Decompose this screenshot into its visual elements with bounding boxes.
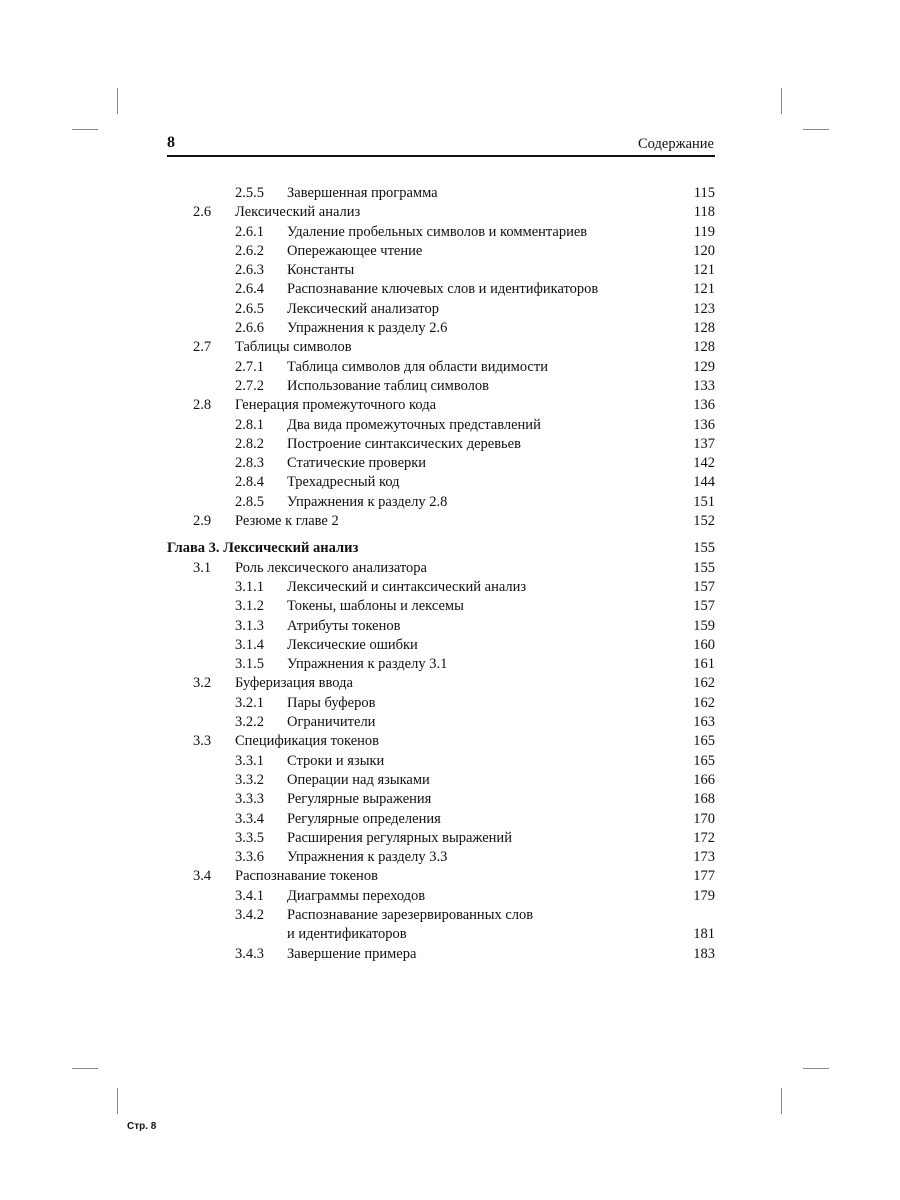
toc-title: Лексический и синтаксический анализ: [287, 578, 527, 595]
toc-title: Лексический анализатор: [287, 300, 439, 317]
toc-entry: [167, 184, 715, 203]
toc-number: 3.1.2: [235, 598, 264, 615]
toc-number: 2.6.1: [235, 223, 264, 240]
toc-entry: [167, 655, 715, 674]
toc-number: 2.7.1: [235, 358, 264, 375]
toc-entry: [167, 473, 715, 492]
toc-page: 165: [693, 752, 715, 769]
toc-entry: [167, 338, 715, 357]
toc-number: 2.6.3: [235, 262, 264, 279]
toc-title: Расширения регулярных выражений: [287, 829, 512, 846]
toc-number: 2.8.1: [235, 416, 264, 433]
toc-entry: [167, 242, 715, 261]
crop-mark: [781, 1088, 782, 1114]
crop-mark: [117, 1088, 118, 1114]
toc-entry: [167, 578, 715, 597]
toc-entry: [167, 512, 715, 531]
toc-title: Генерация промежуточного кода: [235, 397, 437, 414]
toc-number: 3.4.1: [235, 887, 264, 904]
toc-number: 3.1.4: [235, 636, 264, 653]
toc-title: Роль лексического анализатора: [235, 559, 427, 576]
toc-page: 163: [693, 714, 715, 731]
toc-number: 3.2.2: [235, 714, 264, 731]
toc-number: 3.2.1: [235, 694, 264, 711]
toc-title: Опережающее чтение: [287, 242, 423, 259]
toc-page: 168: [693, 791, 715, 808]
toc-page: 120: [693, 242, 715, 259]
toc-number: 2.6.2: [235, 242, 264, 259]
toc-number: 2.5.5: [235, 185, 264, 201]
toc-page: 118: [693, 204, 715, 221]
toc-title: Операции над языками: [287, 771, 430, 788]
toc-page: 162: [693, 675, 715, 692]
toc-chapter-title: Глава 3. Лексический анализ: [167, 540, 359, 557]
toc-page: 133: [693, 377, 715, 394]
crop-mark: [117, 88, 118, 114]
toc-entry: [167, 945, 715, 964]
toc-title: Диаграммы переходов: [287, 887, 426, 904]
toc-title: Распознавание зарезервированных слов: [287, 906, 534, 923]
toc-number: 3.3.6: [235, 849, 264, 866]
toc-page: 165: [693, 733, 715, 750]
crop-mark: [72, 129, 98, 130]
toc-number: 3.1.1: [235, 578, 264, 595]
toc-number: 3.1: [193, 559, 212, 576]
toc-page: 161: [693, 656, 715, 673]
toc-page: 173: [693, 849, 715, 866]
toc-entry: [167, 396, 715, 415]
toc-page: 137: [693, 435, 715, 452]
crop-mark: [781, 88, 782, 114]
toc-entry: [167, 887, 715, 906]
toc-page: 136: [693, 397, 715, 414]
toc-title: Статические проверки: [287, 455, 427, 472]
toc-page: 155: [693, 559, 715, 576]
crop-mark: [803, 129, 829, 130]
toc-entry: [167, 300, 715, 319]
toc-entry: [167, 358, 715, 377]
toc-entry: [167, 597, 715, 616]
toc-title: Токены, шаблоны и лексемы: [287, 598, 464, 615]
toc-page: 152: [693, 513, 715, 530]
toc-entry: [167, 674, 715, 693]
toc-title: Удаление пробельных символов и комментариев: [287, 223, 588, 240]
toc-title: Распознавание токенов: [235, 868, 378, 885]
header-rule: [167, 155, 715, 157]
toc-entry: [167, 261, 715, 280]
toc-page: 129: [693, 358, 715, 375]
toc-title: Регулярные определения: [287, 810, 441, 827]
toc-entry: [167, 771, 715, 790]
toc-number: 3.3.2: [235, 771, 264, 788]
toc-entry: [167, 319, 715, 338]
crop-mark: [803, 1068, 829, 1069]
toc-page: 179: [693, 887, 715, 904]
toc-title: Упражнения к разделу 2.6: [287, 320, 448, 337]
toc-entry: [167, 848, 715, 867]
toc-entry: [167, 377, 715, 396]
toc-number: 2.8.5: [235, 493, 264, 510]
toc-entry: [167, 752, 715, 771]
toc-number: 3.3: [193, 733, 212, 750]
toc-number: 2.7: [193, 339, 212, 356]
toc-entry: [167, 713, 715, 732]
toc-page: 142: [693, 455, 715, 472]
toc-title: Константы: [287, 262, 355, 279]
toc-title: Лексические ошибки: [287, 636, 418, 653]
toc-page: 121: [693, 262, 715, 279]
toc-title: Строки и языки: [287, 752, 385, 769]
toc-page: 144: [693, 474, 715, 491]
toc-page: 177: [693, 868, 715, 885]
toc-entry: [167, 790, 715, 809]
toc-number: 2.6: [193, 204, 212, 221]
toc-title: Регулярные выражения: [287, 791, 432, 808]
toc-page: 155: [693, 540, 715, 557]
toc-page: 123: [693, 300, 715, 317]
toc-title: Таблица символов для области видимости: [287, 358, 548, 375]
toc-entry: [167, 454, 715, 473]
toc-number: 2.8.3: [235, 455, 264, 472]
toc-number: 3.4.3: [235, 945, 264, 962]
toc-number: 3.4.2: [235, 906, 264, 923]
toc-number: 2.6.6: [235, 320, 264, 337]
table-of-contents: [167, 184, 715, 964]
toc-page: 170: [693, 810, 715, 827]
toc-page: 160: [693, 636, 715, 653]
toc-title: Использование таблиц символов: [287, 377, 489, 394]
toc-number: 2.8: [193, 397, 212, 414]
toc-page: 128: [693, 339, 715, 356]
toc-page: 128: [693, 320, 715, 337]
toc-entry: [167, 435, 715, 454]
toc-title: Построение синтаксических деревьев: [287, 435, 521, 452]
toc-page: 121: [693, 281, 715, 298]
toc-number: 2.9: [193, 513, 212, 530]
toc-number: 2.7.2: [235, 377, 264, 394]
toc-number: 2.6.4: [235, 281, 264, 298]
toc-number: 3.4: [193, 868, 212, 885]
toc-page: 181: [693, 926, 715, 943]
toc-page: 157: [693, 578, 715, 595]
toc-number: 3.3.1: [235, 752, 264, 769]
page-number: 8: [167, 134, 175, 151]
toc-entry: [167, 223, 715, 242]
toc-page: 159: [693, 617, 715, 634]
toc-page: 151: [693, 493, 715, 510]
toc-number: 2.8.2: [235, 435, 264, 452]
toc-entry: [167, 867, 715, 886]
toc-title: Резюме к главе 2: [235, 513, 339, 530]
toc-entry: [167, 829, 715, 848]
toc-title: Завершенная программа: [287, 185, 438, 201]
toc-title: Упражнения к разделу 3.1: [287, 656, 448, 673]
toc-title: и идентификаторов: [287, 926, 407, 943]
toc-page: 115: [693, 185, 715, 201]
toc-title: Лексический анализ: [235, 204, 361, 221]
toc-title: Атрибуты токенов: [287, 617, 401, 634]
toc-chapter: [167, 539, 715, 558]
toc-entry: [167, 732, 715, 751]
toc-number: 3.2: [193, 675, 212, 692]
toc-entry: [167, 810, 715, 829]
footer-page-label: Стр. 8: [127, 1121, 157, 1132]
toc-title: Два вида промежуточных представлений: [287, 416, 541, 433]
toc-page: 162: [693, 694, 715, 711]
toc-entry: [167, 559, 715, 578]
crop-mark: [72, 1068, 98, 1069]
toc-title: Спецификация токенов: [235, 733, 379, 750]
toc-page: 166: [693, 771, 715, 788]
toc-title: Упражнения к разделу 3.3: [287, 849, 448, 866]
toc-page: 183: [693, 945, 715, 962]
toc-number: 3.1.3: [235, 617, 264, 634]
toc-entry: [167, 493, 715, 512]
toc-number: 3.3.3: [235, 791, 264, 808]
toc-page: 157: [693, 598, 715, 615]
toc-page: 119: [693, 223, 715, 240]
toc-number: 3.1.5: [235, 656, 264, 673]
toc-entry: [167, 906, 715, 925]
toc-entry: [167, 636, 715, 655]
toc-number: 2.6.5: [235, 300, 264, 317]
toc-page: 172: [693, 829, 715, 846]
toc-title: Буферизация ввода: [235, 675, 353, 692]
toc-entry: [167, 203, 715, 222]
toc-title: Трехадресный код: [287, 474, 400, 491]
running-title: Содержание: [638, 136, 714, 152]
toc-title: Завершение примера: [287, 945, 417, 962]
toc-title: Ограничители: [287, 714, 376, 731]
toc-number: 3.3.5: [235, 829, 264, 846]
toc-title: Упражнения к разделу 2.8: [287, 493, 448, 510]
toc-entry: [167, 694, 715, 713]
toc-entry-continuation: [167, 925, 715, 944]
toc-title: Распознавание ключевых слов и идентификаторов: [287, 281, 599, 298]
toc-entry: [167, 416, 715, 435]
toc-number: 3.3.4: [235, 810, 264, 827]
toc-page: 136: [693, 416, 715, 433]
toc-title: Пары буферов: [287, 694, 376, 711]
toc-title: Таблицы символов: [235, 339, 352, 356]
toc-number: 2.8.4: [235, 474, 264, 491]
toc-entry: [167, 280, 715, 299]
toc-entry: [167, 617, 715, 636]
